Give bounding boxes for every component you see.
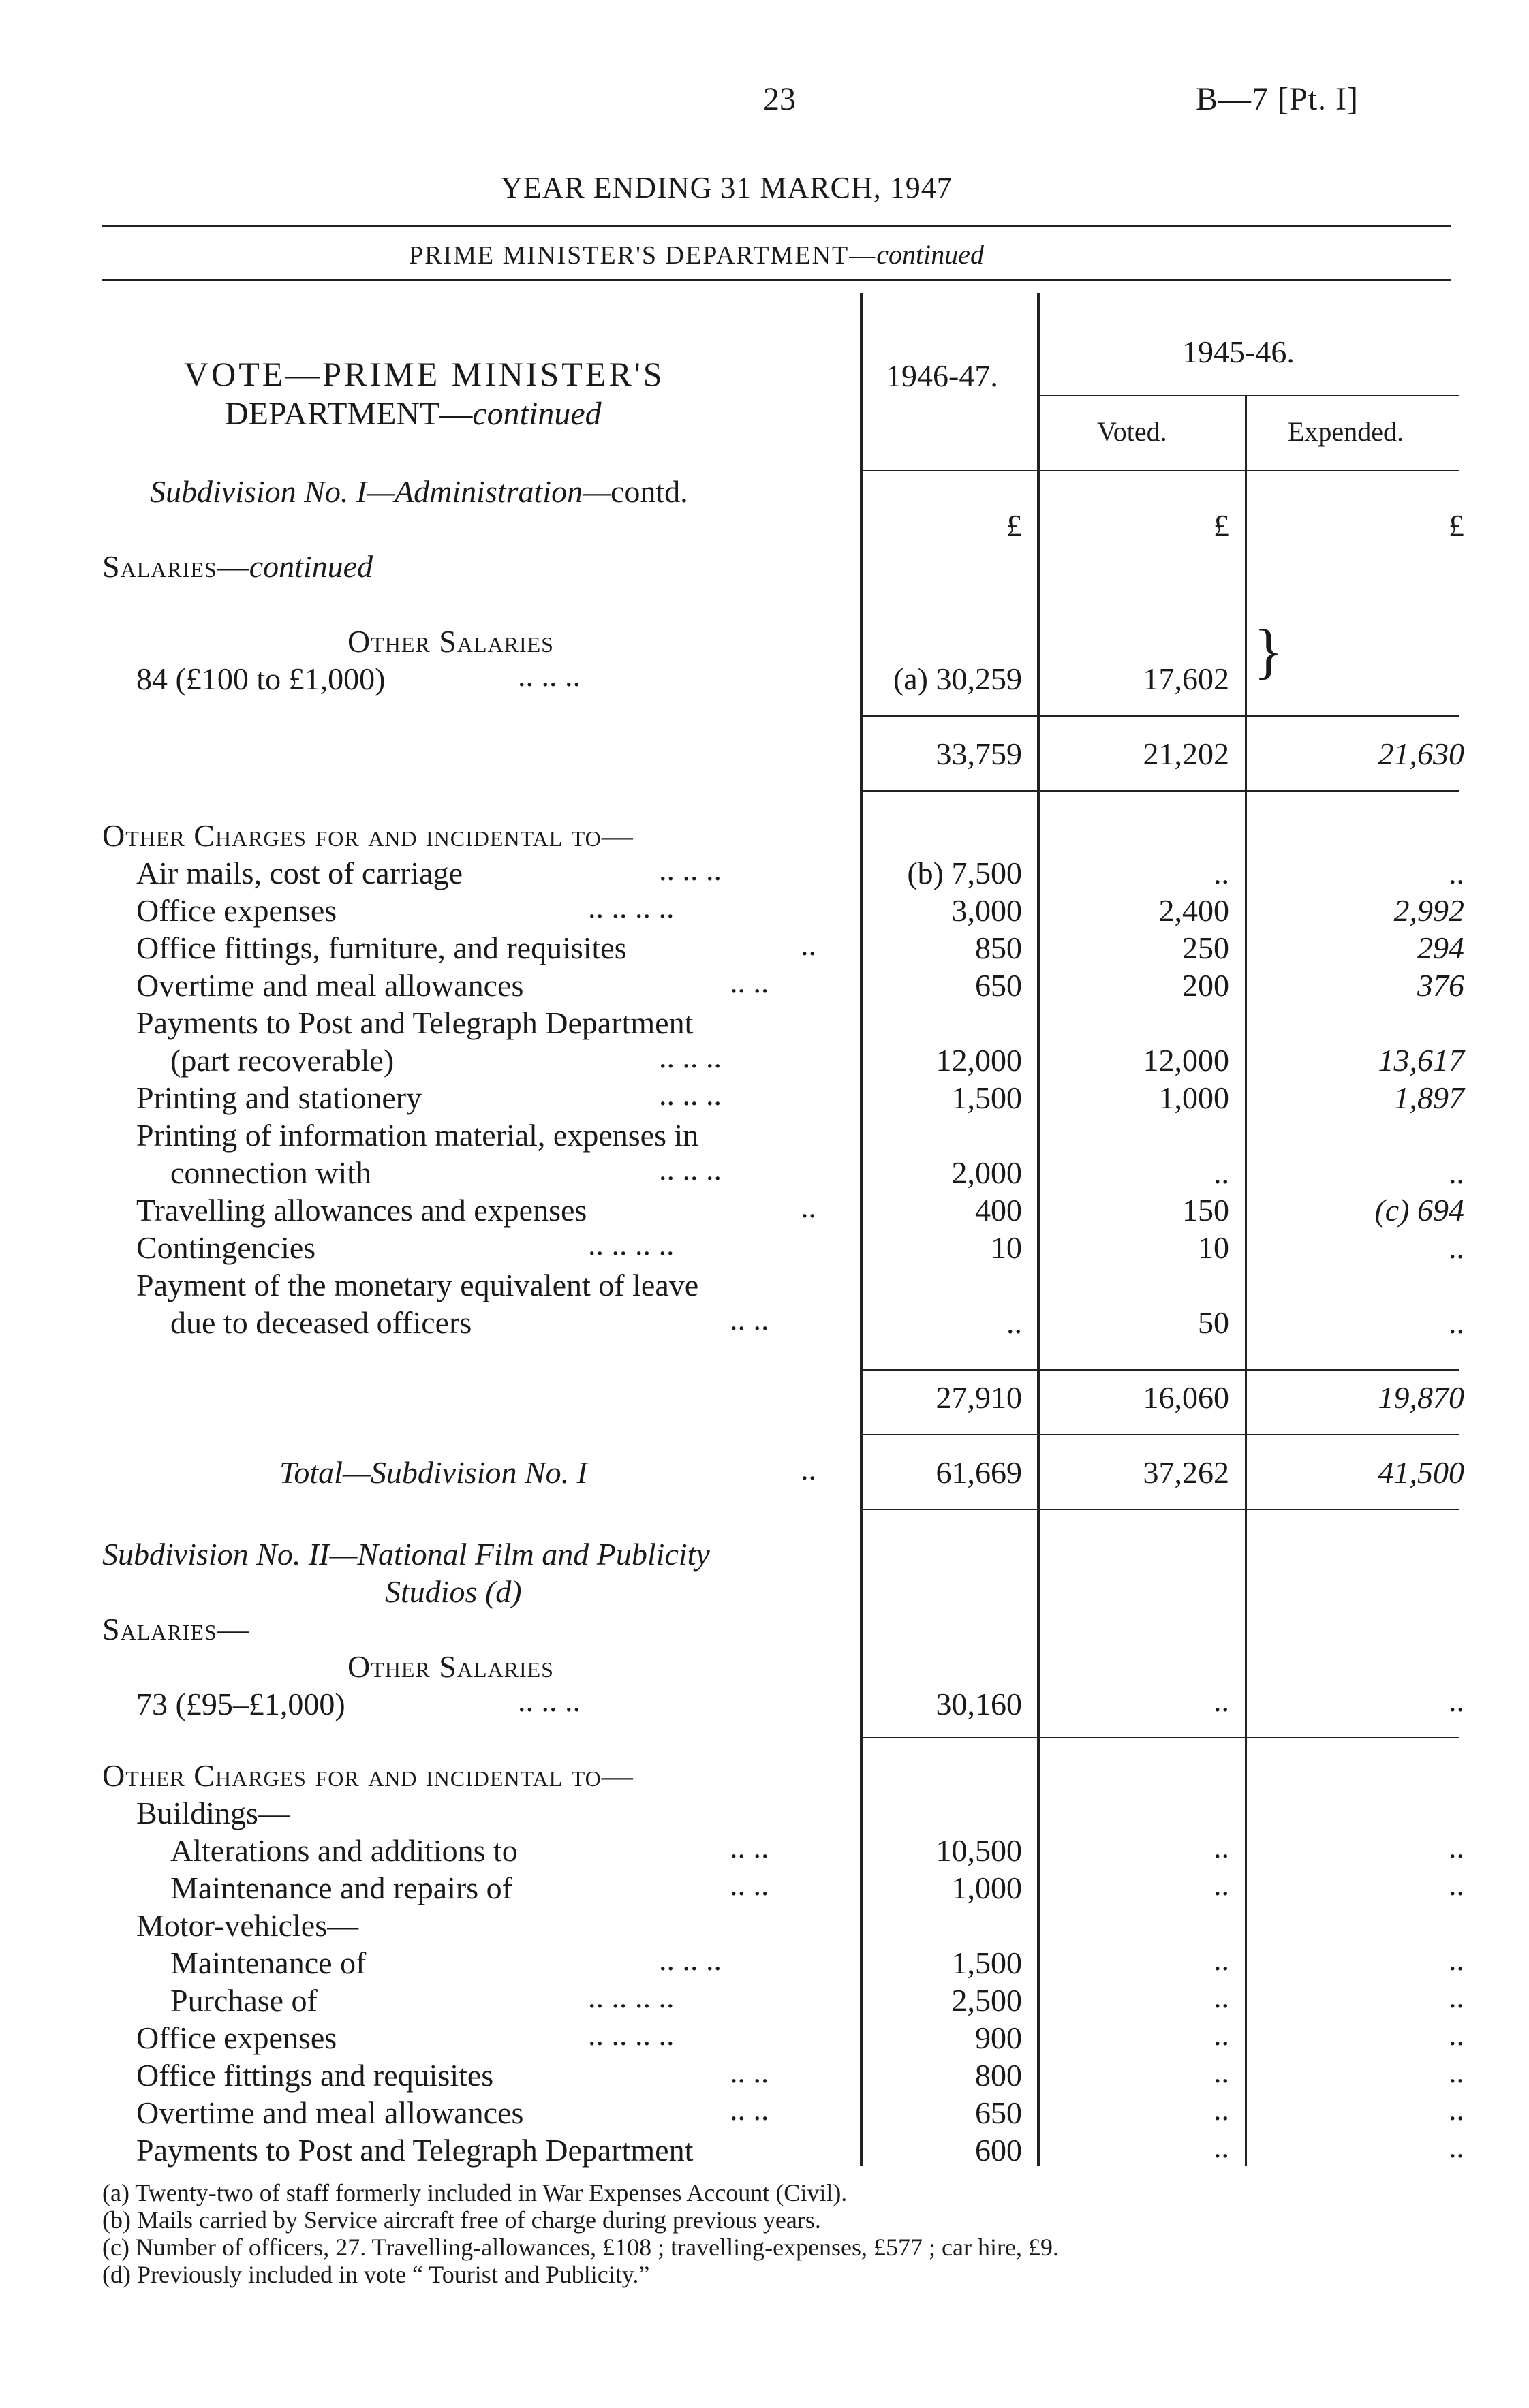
subtotal2-voted: 16,060 [1143, 1380, 1229, 1415]
salaries-2-heading: Salaries— [102, 1612, 249, 1646]
total-dots: .. [801, 1452, 816, 1486]
charge2-expended-4: .. [1449, 1942, 1464, 1977]
charge2-voted-1: .. [1214, 1830, 1229, 1864]
header-rule-top [102, 225, 1451, 227]
subtotal2-1946: 27,910 [936, 1380, 1022, 1415]
charge-expended-9: (c) 694 [1374, 1193, 1464, 1228]
charge-label-8: connection with [170, 1155, 372, 1190]
total-1946: 61,669 [936, 1455, 1022, 1490]
charge-label-2: Office fittings, furniture, and requisites [136, 931, 627, 965]
total-voted: 37,262 [1143, 1455, 1229, 1490]
charge-voted-3: 200 [1182, 968, 1229, 1003]
charge2-label-5: Purchase of [170, 1983, 318, 2018]
charge2-1946-4: 1,500 [951, 1945, 1022, 1980]
col-rule-1 [860, 293, 863, 2166]
charge2-label-1: Alterations and additions to [170, 1833, 518, 1868]
other-salaries-2-expended: .. [1449, 1683, 1464, 1718]
department-heading: PRIME MINISTER'S DEPARTMENT—continued [409, 239, 984, 270]
other-salaries-2-heading: Other Salaries [348, 1649, 554, 1684]
charge2-label-8: Overtime and meal allowances [136, 2095, 524, 2130]
year-heading: YEAR ENDING 31 MARCH, 1947 [501, 171, 953, 204]
charge2-dots-4: .. .. .. [659, 1942, 722, 1977]
charge-1946-9: 400 [975, 1193, 1022, 1228]
charge-1946-10: 10 [991, 1230, 1022, 1265]
col-expended-header: Expended. [1288, 416, 1404, 447]
charge-dots-0: .. .. .. [659, 852, 722, 887]
charge-expended-6: 1,897 [1393, 1080, 1464, 1115]
currency-col1: £ [1006, 508, 1022, 543]
document-reference: B—7 [Pt. I] [1196, 81, 1359, 117]
subtotal1-rule-bottom [860, 790, 1460, 792]
charge-voted-9: 150 [1182, 1193, 1229, 1228]
column-header-rule [860, 470, 1460, 471]
charge-1946-6: 1,500 [951, 1080, 1022, 1115]
charge2-voted-2: .. [1214, 1867, 1229, 1902]
footnote-d: (d) Previously included in vote “ Tourist and Publicity.” [102, 2261, 650, 2288]
vote-title-line2: DEPARTMENT—continued [225, 396, 602, 432]
charge2-dots-5: .. .. .. .. [588, 1980, 675, 2014]
charge-expended-3: 376 [1417, 968, 1464, 1003]
os2-rule [860, 1737, 1460, 1738]
currency-col3: £ [1449, 508, 1464, 543]
currency-col2: £ [1214, 508, 1229, 543]
other-charges-2-heading: Other Charges for and incidental to— [102, 1758, 634, 1793]
page-number: 23 [763, 81, 796, 117]
charge2-voted-7: .. [1214, 2054, 1229, 2089]
other-salaries-2-voted: .. [1214, 1683, 1229, 1718]
charge-1946-8: 2,000 [951, 1155, 1022, 1190]
charge-dots-9: .. [801, 1189, 816, 1224]
charge-label-12: due to deceased officers [170, 1305, 472, 1340]
footnote-b: (b) Mails carried by Service aircraft free of charge during previous years. [102, 2206, 821, 2234]
other-salaries-2-label: 73 (£95–£1,000) [136, 1687, 345, 1721]
footnote-c: (c) Number of officers, 27. Travelling-allowances, £108 ; travelling-expenses, £577 ; car hire, £9. [102, 2234, 1059, 2261]
charge2-1946-7: 800 [975, 2058, 1022, 2093]
charge-1946-1: 3,000 [951, 893, 1022, 928]
charge-voted-2: 250 [1182, 931, 1229, 965]
charge2-voted-5: .. [1214, 1980, 1229, 2014]
charge-voted-8: .. [1214, 1155, 1229, 1190]
subtotal1-voted: 21,202 [1143, 736, 1229, 771]
col-1946-47-header: 1946-47. [886, 358, 998, 393]
charge2-label-4: Maintenance of [170, 1945, 367, 1980]
charge-dots-3: .. .. [730, 965, 769, 999]
other-salaries-2-dots: .. .. .. [518, 1683, 581, 1718]
subtotal1-1946: 33,759 [936, 736, 1022, 771]
salaries-continued: Salaries—continued [102, 549, 373, 584]
col-rule-2 [1037, 293, 1040, 2166]
charge-label-11: Payment of the monetary equivalent of leave [136, 1268, 699, 1302]
charge-label-5: (part recoverable) [170, 1043, 395, 1078]
charge-voted-12: 50 [1198, 1305, 1229, 1340]
other-salaries-voted: 17,602 [1143, 661, 1229, 696]
charge-1946-2: 850 [975, 931, 1022, 965]
charge-voted-1: 2,400 [1158, 893, 1229, 928]
charge-label-1: Office expenses [136, 893, 337, 928]
charge-dots-10: .. .. .. .. [588, 1227, 675, 1262]
other-charges-heading: Other Charges for and incidental to— [102, 818, 634, 853]
charge2-expended-2: .. [1449, 1867, 1464, 1902]
charge2-label-3: Motor-vehicles— [136, 1908, 359, 1943]
charge-label-4: Payments to Post and Telegraph Department [136, 1005, 694, 1040]
charge2-dots-6: .. .. .. .. [588, 2017, 675, 2052]
charge2-1946-5: 2,500 [951, 1983, 1022, 2018]
charge2-expended-9: .. [1449, 2129, 1464, 2164]
charge2-expended-1: .. [1449, 1830, 1464, 1864]
charge-expended-0: .. [1449, 856, 1464, 890]
subtotal2-rule-bottom [860, 1434, 1460, 1435]
charge2-dots-8: .. .. [730, 2092, 769, 2127]
footnote-a: (a) Twenty-two of staff formerly included in War Expenses Account (Civil). [102, 2179, 848, 2206]
subtotal1-rule [860, 715, 1460, 717]
charge-1946-12: .. [1006, 1305, 1022, 1340]
other-salaries-heading: Other Salaries [348, 624, 554, 659]
other-salaries-2-1946: 30,160 [936, 1687, 1022, 1721]
total-subdivision-1-label: Total—Subdivision No. I [279, 1455, 587, 1490]
charge2-voted-9: .. [1214, 2129, 1229, 2164]
charge2-label-9: Payments to Post and Telegraph Department [136, 2133, 694, 2168]
charge-dots-12: .. .. [730, 1302, 769, 1336]
charge2-expended-8: .. [1449, 2092, 1464, 2127]
charge-label-0: Air mails, cost of carriage [136, 856, 463, 890]
charge-1946-3: 650 [975, 968, 1022, 1003]
col-1945-46-header: 1945-46. [1182, 334, 1295, 369]
charge2-1946-1: 10,500 [936, 1833, 1022, 1868]
subtotal2-expended: 19,870 [1378, 1380, 1464, 1415]
charge-label-6: Printing and stationery [136, 1080, 422, 1115]
subdivision-2-heading-line1: Subdivision No. II—National Film and Publicity [102, 1537, 710, 1572]
brace-mark: } [1254, 618, 1284, 685]
charge-voted-5: 12,000 [1143, 1043, 1229, 1078]
charge-expended-2: 294 [1417, 931, 1464, 965]
charge-expended-1: 2,992 [1393, 893, 1464, 928]
charge2-1946-9: 600 [975, 2133, 1022, 2168]
charge2-voted-6: .. [1214, 2017, 1229, 2052]
charge-1946-0: (b) 7,500 [907, 856, 1022, 890]
charge-dots-5: .. .. .. [659, 1039, 722, 1074]
charge-dots-6: .. .. .. [659, 1077, 722, 1112]
charge-expended-8: .. [1449, 1155, 1464, 1190]
charge2-1946-8: 650 [975, 2095, 1022, 2130]
charge2-label-0: Buildings— [136, 1796, 290, 1830]
group-rule [1037, 395, 1460, 396]
charge2-expended-7: .. [1449, 2054, 1464, 2089]
charge-dots-1: .. .. .. .. [588, 890, 675, 924]
charge-dots-8: .. .. .. [659, 1152, 722, 1187]
charge-label-7: Printing of information material, expenses in [136, 1118, 699, 1153]
other-salaries-dots: .. .. .. [518, 658, 581, 693]
charge-label-10: Contingencies [136, 1230, 316, 1265]
charge2-label-6: Office expenses [136, 2020, 337, 2055]
charge2-expended-6: .. [1449, 2017, 1464, 2052]
charge2-1946-2: 1,000 [951, 1871, 1022, 1905]
charge-voted-6: 1,000 [1158, 1080, 1229, 1115]
charge-voted-0: .. [1214, 856, 1229, 890]
charge-1946-5: 12,000 [936, 1043, 1022, 1078]
total-expended: 41,500 [1378, 1455, 1464, 1490]
total-rule-bottom [860, 1509, 1460, 1510]
charge-label-9: Travelling allowances and expenses [136, 1193, 587, 1228]
charge2-1946-6: 900 [975, 2020, 1022, 2055]
subtotal2-rule [860, 1369, 1460, 1371]
charge2-dots-1: .. .. [730, 1830, 769, 1864]
other-salaries-label: 84 (£100 to £1,000) [136, 661, 386, 696]
charge2-label-7: Office fittings and requisites [136, 2058, 494, 2093]
charge2-label-2: Maintenance and repairs of [170, 1871, 512, 1905]
charge2-expended-5: .. [1449, 1980, 1464, 2014]
col-voted-header: Voted. [1097, 416, 1167, 447]
charge-dots-2: .. [801, 927, 816, 962]
charge2-voted-4: .. [1214, 1942, 1229, 1977]
charge2-dots-7: .. .. [730, 2054, 769, 2089]
charge-expended-10: .. [1449, 1230, 1464, 1265]
charge-expended-5: 13,617 [1378, 1043, 1464, 1078]
charge-voted-10: 10 [1198, 1230, 1229, 1265]
charge2-voted-8: .. [1214, 2092, 1229, 2127]
header-rule-bottom [102, 279, 1451, 281]
other-salaries-1946: (a) 30,259 [893, 661, 1022, 696]
subdivision-1-heading: Subdivision No. I—Administration—contd. [150, 474, 688, 509]
charge-expended-12: .. [1449, 1305, 1464, 1340]
col-rule-3 [1245, 395, 1247, 2166]
vote-title-line1: VOTE—PRIME MINISTER'S [184, 355, 665, 393]
subdivision-2-heading-line2: Studios (d) [385, 1574, 522, 1609]
charge2-dots-2: .. .. [730, 1867, 769, 1902]
charge-label-3: Overtime and meal allowances [136, 968, 524, 1003]
subtotal1-expended: 21,630 [1378, 736, 1464, 771]
